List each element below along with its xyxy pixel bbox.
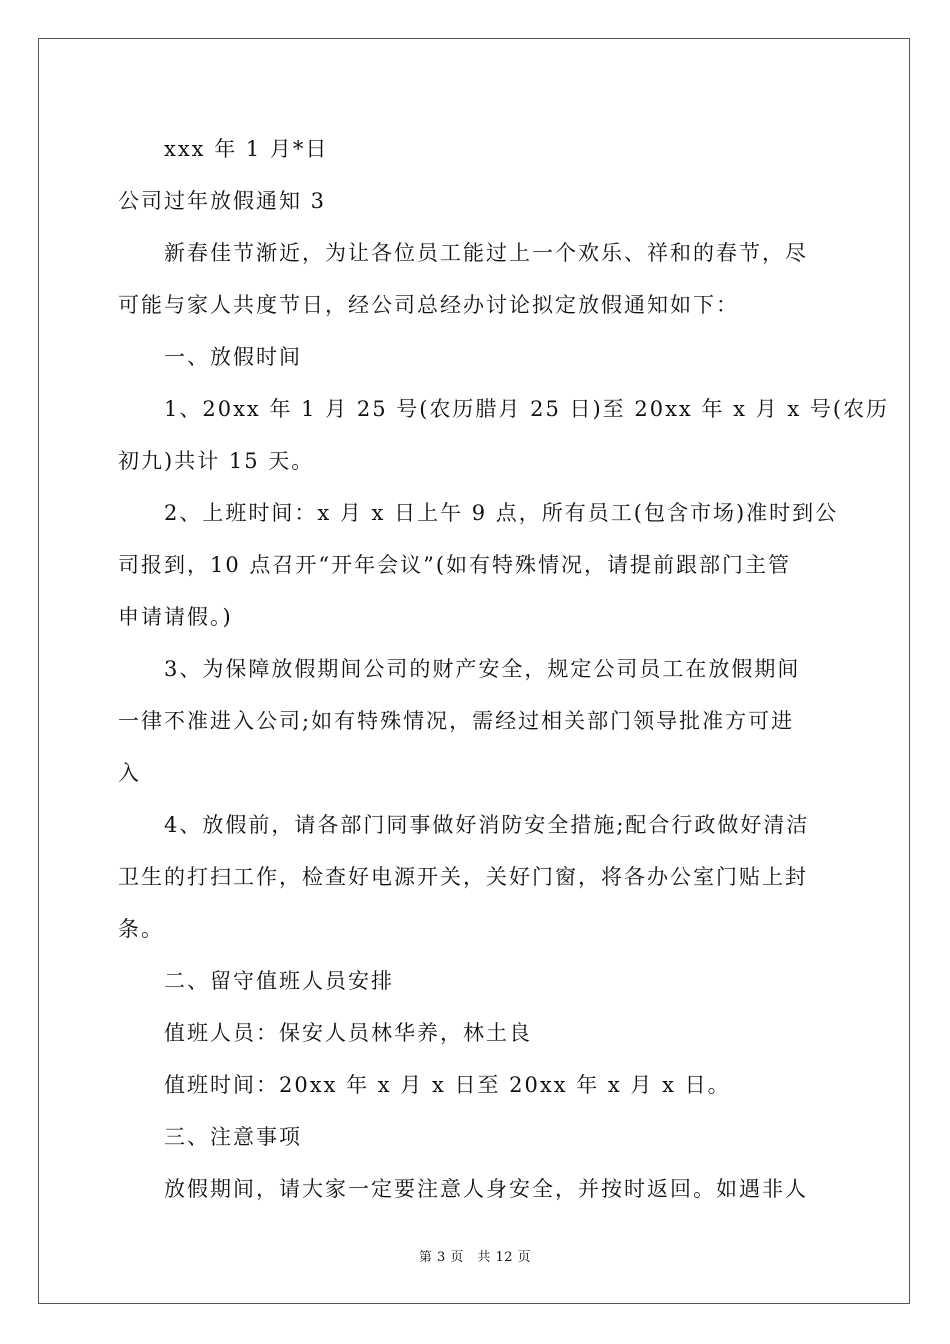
section3-heading: 三、注意事项 — [164, 1125, 302, 1149]
section1-heading: 一、放假时间 — [164, 345, 302, 369]
item3-line-2: 一律不准进入公司;如有特殊情况，需经过相关部门领导批准方可进 — [118, 709, 795, 733]
notice-line: 放假期间，请大家一定要注意人身安全，并按时返回。如遇非人 — [164, 1177, 808, 1201]
item1-line-2: 初九)共计 15 天。 — [118, 449, 315, 473]
item1-line-1: 1、20xx 年 1 月 25 号(农历腊月 25 日)至 20xx 年 x 月 x 号(农历 — [164, 397, 890, 421]
item4-line-2: 卫生的打扫工作，检查好电源开关，关好门窗，将各办公室门贴上封 — [118, 865, 808, 889]
item3-line-3: 入 — [118, 761, 141, 785]
item3-line-1: 3、为保障放假期间公司的财产安全，规定公司员工在放假期间 — [164, 657, 801, 681]
duty-time: 值班时间：20xx 年 x 月 x 日至 20xx 年 x 月 x 日。 — [164, 1073, 731, 1097]
section2-heading: 二、留守值班人员安排 — [164, 969, 394, 993]
date-line: xxx 年 1 月*日 — [164, 137, 329, 161]
intro-line-2: 可能与家人共度节日，经公司总经办讨论拟定放假通知如下： — [118, 293, 739, 317]
item2-line-2: 司报到，10 点召开“开年会议”(如有特殊情况，请提前跟部门主管 — [118, 553, 792, 577]
item4-line-1: 4、放假前，请各部门同事做好消防安全措施;配合行政做好清洁 — [164, 813, 810, 837]
duty-staff: 值班人员：保安人员林华养，林土良 — [164, 1021, 532, 1045]
intro-line-1: 新春佳节渐近，为让各位员工能过上一个欢乐、祥和的春节，尽 — [164, 241, 808, 265]
document-title: 公司过年放假通知 3 — [118, 189, 327, 213]
item2-line-3: 申请请假。) — [118, 605, 233, 629]
page-footer: 第 3 页 共 12 页 — [418, 1250, 532, 1265]
item2-line-1: 2、上班时间：x 月 x 日上午 9 点，所有员工(包含市场)准时到公 — [164, 501, 839, 525]
item4-line-3: 条。 — [118, 917, 164, 941]
